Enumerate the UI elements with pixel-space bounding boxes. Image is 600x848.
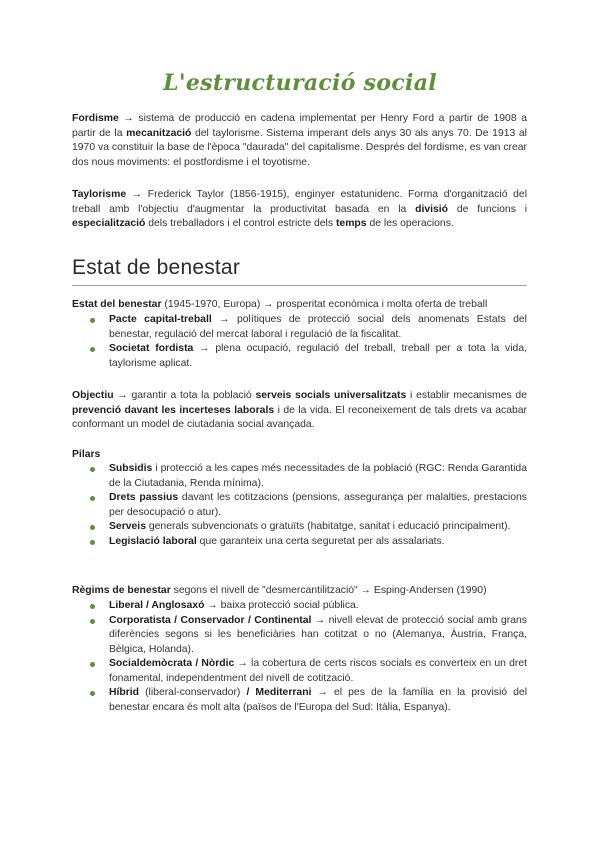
list-item: Liberal / Anglosaxó → baixa protecció social pública. [72, 599, 527, 614]
bullet-icon [90, 604, 95, 609]
objectiu-paragraph: Objectiu → garantir a tota la població serveis socials universalitzats i establir mecanismes de prevenció davant les incerteses laborals i de la vida. El reconeixement de tals drets va acabar conformant un model de ciutadania social avançada. [72, 390, 527, 430]
estat-term: Estat del benestar [72, 299, 162, 310]
regims-list [72, 599, 527, 715]
taylorisme-paragraph: Taylorisme → Frederick Taylor (1856-1915), enginyer estatunidenc. Forma d'organització del treball amb l'objectiu d'augmentar la productivitat basada en la divisió de funcions i especialització dels treballadors i el control estricte dels temps de les operacions. [72, 189, 527, 229]
list-item: Drets passius davant les cotitzacions (pensions, assegurança per malalties, prestacions per desocupació o atur). [72, 491, 527, 520]
objectiu-term: Objectiu [72, 390, 114, 401]
bullet-icon [90, 467, 95, 472]
bullet-icon [90, 540, 95, 545]
estat-paragraph: Estat del benestar (1945-1970, Europa) → prosperitat econòmica i molta oferta de treball [72, 299, 488, 310]
list-item: Pacte capital-treball → polítiques de protecció social dels anomenats Estats del benestar, regulació del mercat laboral i regulació de la fiscalitat. [72, 313, 527, 342]
regims-term: Règims de benestar [72, 585, 171, 596]
bullet-icon [90, 662, 95, 667]
list-item: Híbrid (liberal-conservador) / Mediterrani → el pes de la família en la provisió del benestar encara és molt alta (països de l'Europa del Sud: Itàlia, Espanya). [72, 686, 527, 715]
pilars-heading: Pilars [72, 449, 101, 460]
list-item: Subsidis i protecció a les capes més necessitades de la població (RGC: Renda Garantida de la Ciutadania, Renda mínima). [72, 462, 527, 491]
list-item: Corporatista / Conservador / Continental → nivell elevat de protecció social amb grans diferències segons si les beneficiàries han cotitzat o no (Alemanya, Àustria, França, Bèlgica, Holanda). [72, 614, 527, 658]
list-item: Serveis generals subvencionats o gratuïts (habitatge, sanitat i educació principalment). [72, 520, 527, 535]
bullet-icon [90, 525, 95, 530]
regims-paragraph: Règims de benestar segons el nivell de "desmercantilització" → Esping-Andersen (1990) [72, 585, 487, 596]
bullet-icon [90, 347, 95, 352]
fordisme-paragraph: Fordisme → sistema de producció en cadena implementat per Henry Ford a partir de 1908 a partir de la mecanització del taylorisme. Sistema imperant dels anys 30 als anys 70. De 1913 al 1970 va constituir la base de l'època "daurada" del capitalisme. Després del fordisme, es van crear dos nous moviments: el postfordisme i el toyotisme. [72, 113, 527, 168]
fordisme-term: Fordisme [72, 113, 119, 124]
list-item: Socialdemòcrata / Nòrdic → la cobertura de certs riscos socials es converteix en un dret fonamental, independentment del nivell de cotització. [72, 657, 527, 686]
bullet-icon [90, 496, 95, 501]
section-heading: Estat de benestar [72, 256, 241, 279]
bullet-icon [90, 619, 95, 624]
bullet-icon [90, 691, 95, 696]
bullet-icon [90, 318, 95, 323]
estat-list [72, 313, 527, 371]
taylorisme-term: Taylorisme [72, 189, 127, 200]
section-divider [72, 285, 527, 286]
list-item: Legislació laboral que garanteix una certa seguretat per als assalariats. [72, 535, 527, 550]
list-item: Societat fordista → plena ocupació, regulació del treball, treball per a tota la vida, taylorisme aplicat. [72, 342, 527, 371]
page-title: L'estructuració social [163, 70, 437, 96]
pilars-list [72, 462, 527, 549]
